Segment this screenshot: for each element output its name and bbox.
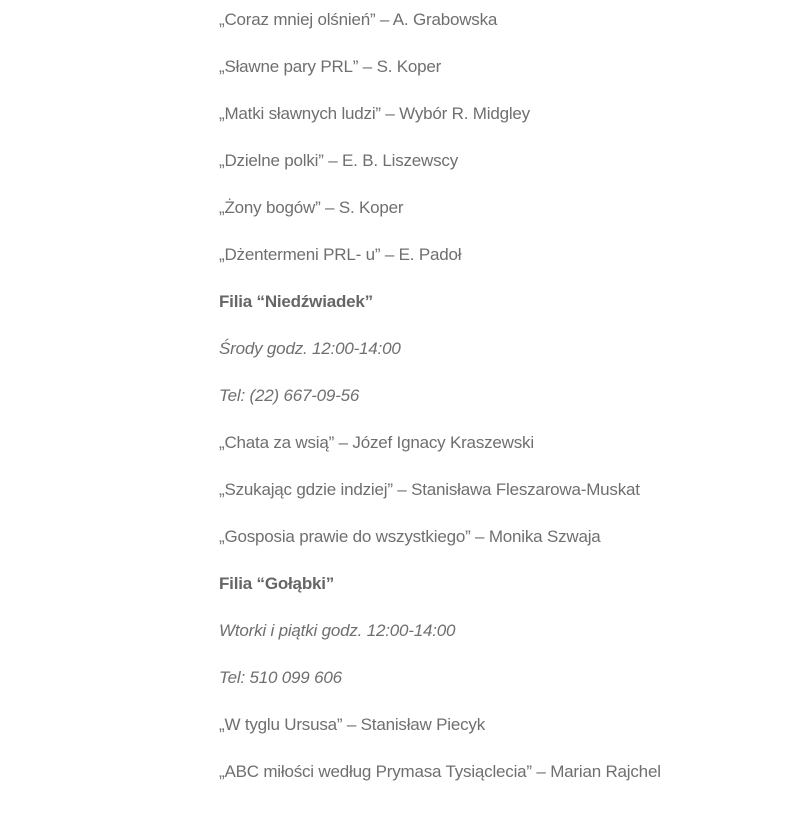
book-entry: „ABC miłości według Prymasa Tysiąclecia” – Marian Rajchel	[219, 762, 661, 781]
branch-heading: Filia “Gołąbki”	[219, 574, 335, 593]
book-entry: „Żony bogów” – S. Koper	[219, 198, 404, 217]
library-list	[219, 0, 799, 799]
branch-hours: Wtorki i piątki godz. 12:00-14:00	[219, 621, 456, 640]
branch-phone: Tel: 510 099 606	[219, 668, 342, 687]
book-entry: „Matki sławnych ludzi” – Wybór R. Midgley	[219, 104, 530, 123]
branch-heading: Filia “Niedźwiadek”	[219, 292, 373, 311]
book-entry: „Coraz mniej olśnień” – A. Grabowska	[219, 10, 498, 29]
book-entry: „Szukając gdzie indziej” – Stanisława Fleszarowa-Muskat	[219, 480, 640, 499]
book-entry: „Gosposia prawie do wszystkiego” – Monika Szwaja	[219, 527, 601, 546]
book-entry: „Dzielne polki” – E. B. Liszewscy	[219, 151, 459, 170]
branch-hours: Środy godz. 12:00-14:00	[219, 339, 401, 358]
book-entry: „Sławne pary PRL” – S. Koper	[219, 57, 442, 76]
book-entry: „Dżentermeni PRL- u” – E. Padoł	[219, 245, 462, 264]
book-entry: „W tyglu Ursusa” – Stanisław Piecyk	[219, 715, 486, 734]
book-entry: „Chata za wsią” – Józef Ignacy Kraszewski	[219, 433, 534, 452]
branch-phone: Tel: (22) 667-09-56	[219, 386, 360, 405]
